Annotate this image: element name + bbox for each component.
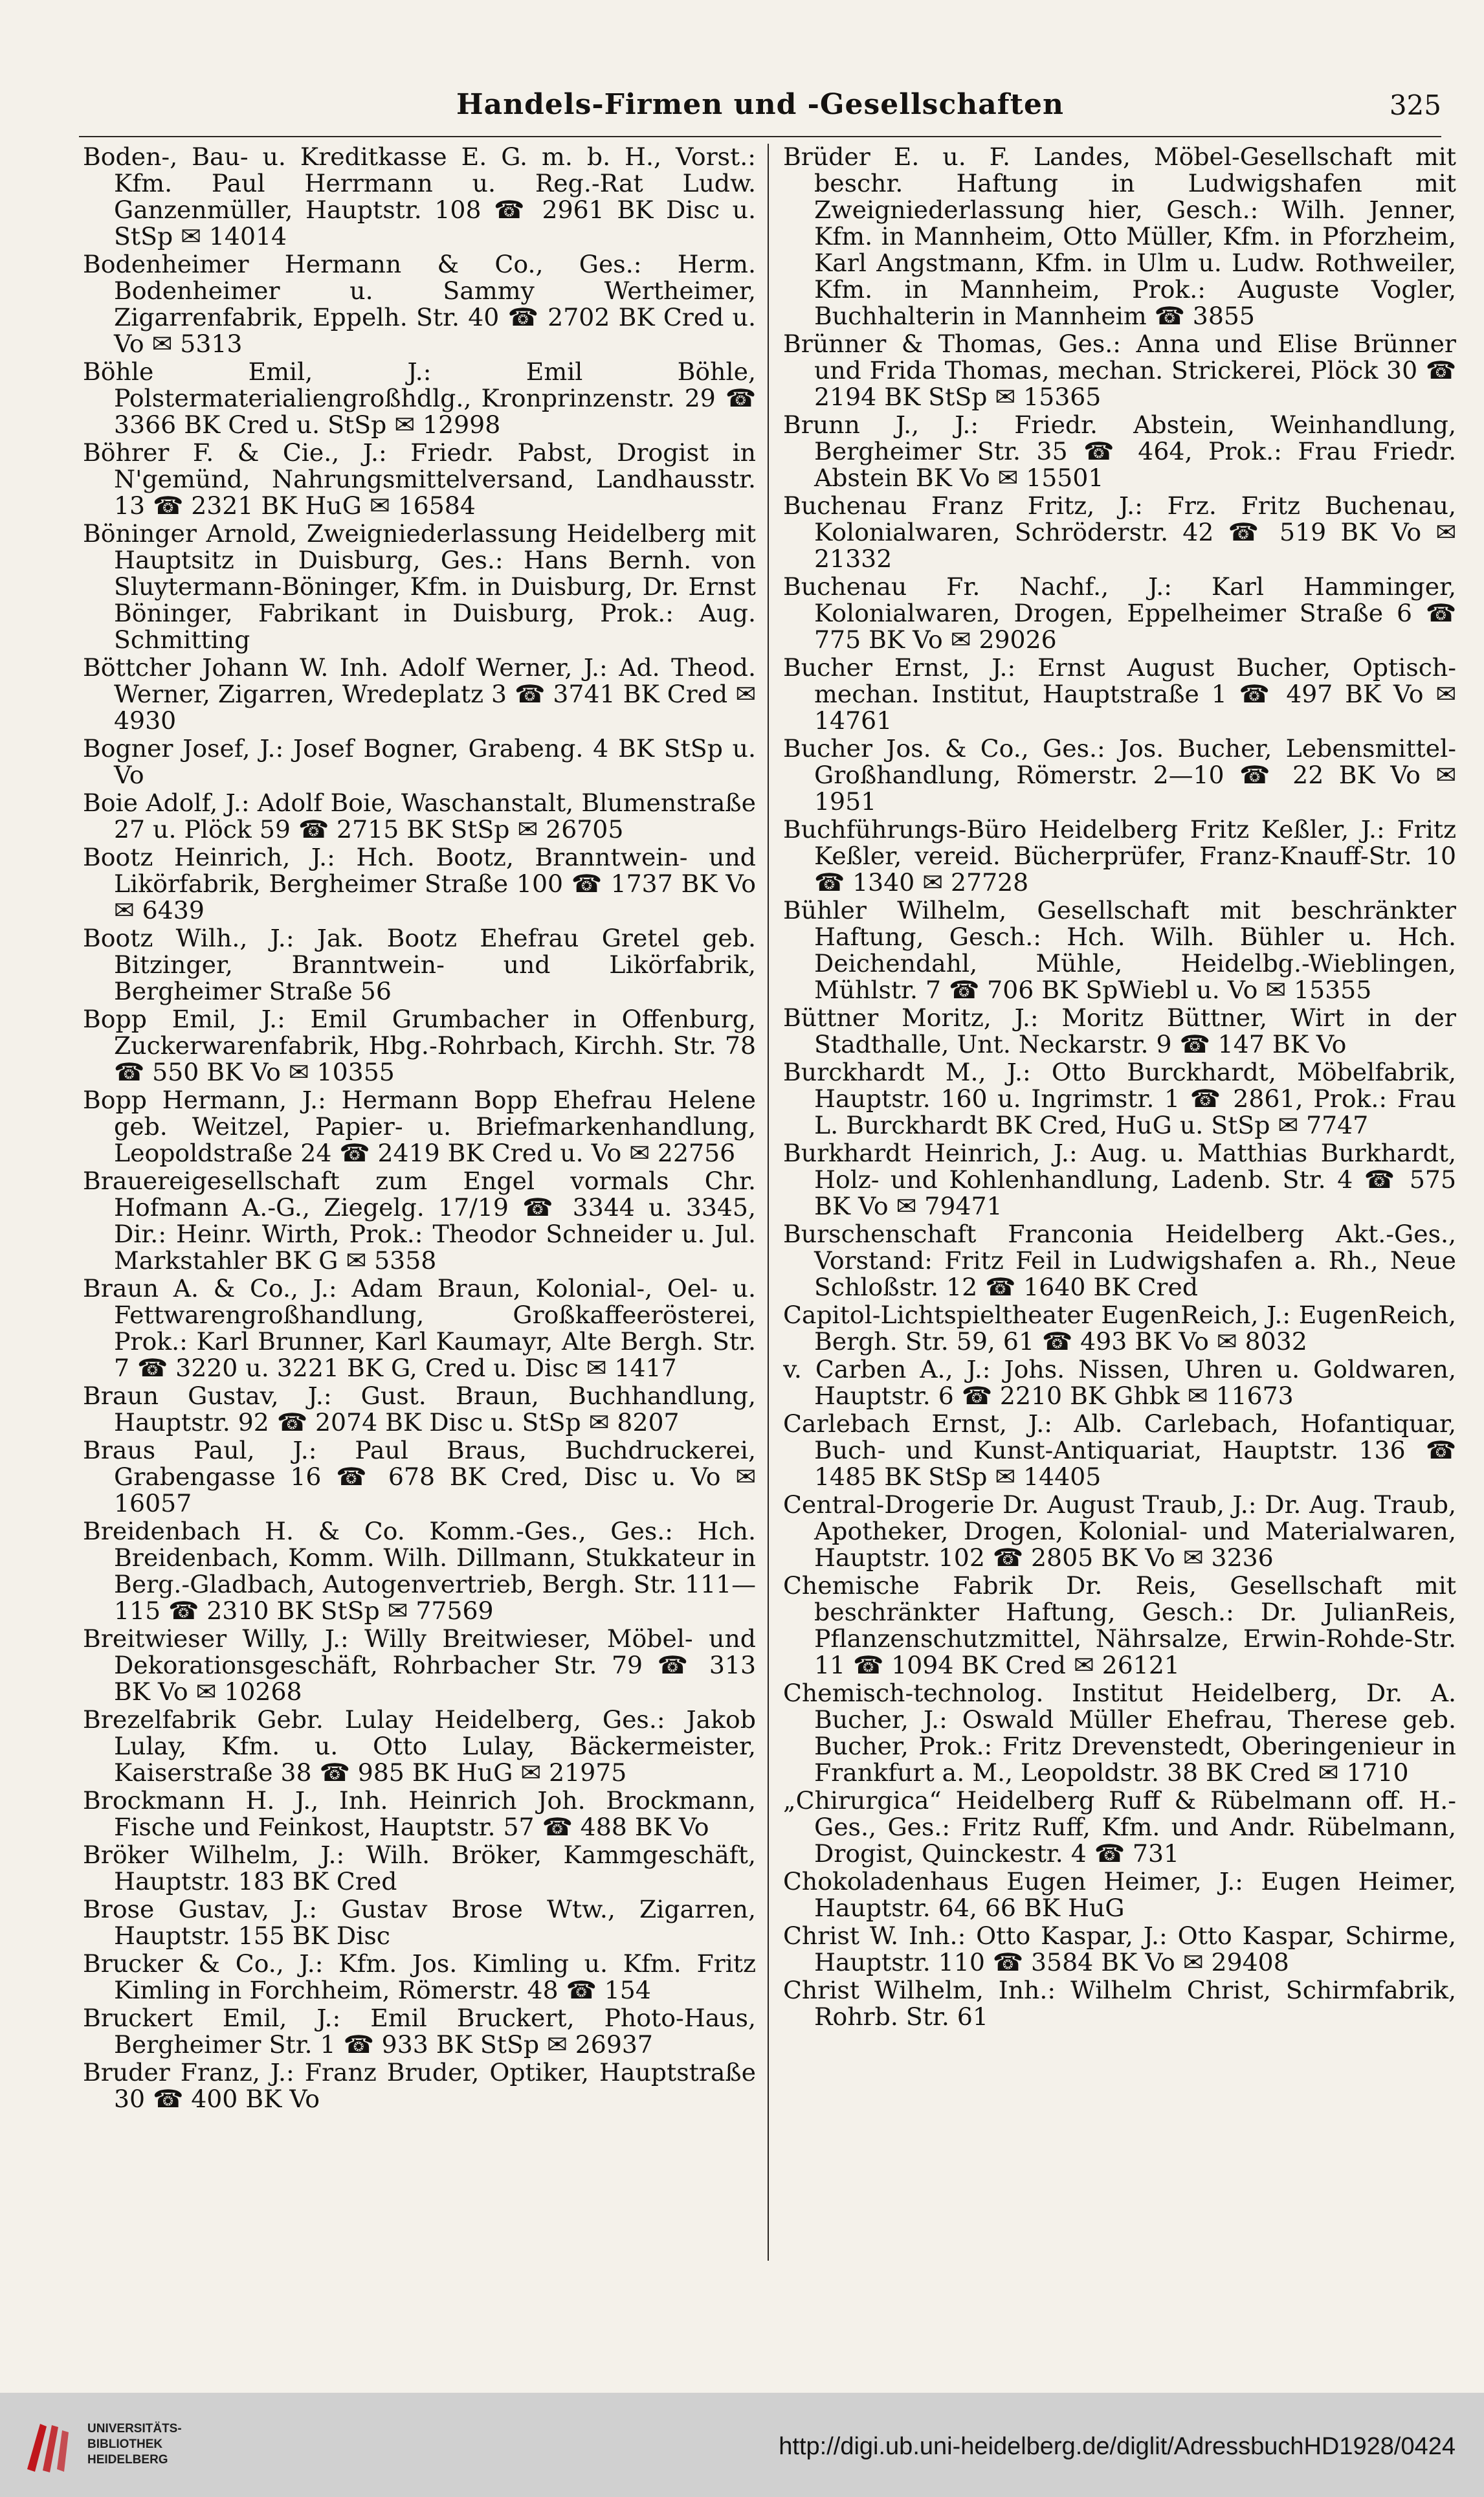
directory-entry: Bogner Josef, J.: Josef Bogner, Grabeng. 4 BK StSp u. Vo bbox=[83, 734, 756, 789]
directory-entry: Braun A. & Co., J.: Adam Braun, Kolonial-, Oel- u. Fettwarengroßhandlung, Großkaffeerösterei, Prok.: Karl Brunner, Karl Kaumayr, Alte Bergh. Str. 7 ☎ 3220 u. 3221 BK G, Cred u. Disc ✉ 1417 bbox=[83, 1274, 756, 1382]
directory-entry: Braun Gustav, J.: Gust. Braun, Buchhandlung, Hauptstr. 92 ☎ 2074 BK Disc u. StSp ✉ 8207 bbox=[83, 1382, 756, 1437]
directory-entry: Burkhardt Heinrich, J.: Aug. u. Matthias Burkhardt, Holz- und Kohlenhandlung, Ladenb. Str. 4 ☎ 575 BK Vo ✉ 79471 bbox=[783, 1139, 1456, 1220]
column-divider bbox=[768, 144, 769, 2261]
directory-entry: Bühler Wilhelm, Gesellschaft mit beschränkter Haftung, Gesch.: Hch. Wilh. Bühler u. Hch. Deichendahl, Mühle, Heidelbg.-Wieblingen, Mühlstr. 7 ☎ 706 BK SpWiebl u. Vo ✉ 15355 bbox=[783, 896, 1456, 1004]
library-name-line: BIBLIOTHEK bbox=[87, 2437, 163, 2451]
directory-entry: Bucher Jos. & Co., Ges.: Jos. Bucher, Lebensmittel-Großhandlung, Römerstr. 2—10 ☎ 22 BK Vo ✉ 1951 bbox=[783, 734, 1456, 816]
directory-entry: Buchenau Fr. Nachf., J.: Karl Hamminger, Kolonialwaren, Drogen, Eppelheimer Straße 6 ☎ 775 BK Vo ✉ 29026 bbox=[783, 572, 1456, 654]
directory-entry: Brauereigesellschaft zum Engel vormals Chr. Hofmann A.-G., Ziegelg. 17/19 ☎ 3344 u. 3345, Dir.: Heinr. Wirth, Prok.: Theodor Schneider u. Jul. Markstahler BK G ✉ 5358 bbox=[83, 1167, 756, 1275]
directory-entry: Bootz Wilh., J.: Jak. Bootz Ehefrau Gretel geb. Bitzinger, Branntwein- und Likörfabrik, Bergheimer Straße 56 bbox=[83, 924, 756, 1005]
directory-entry: Bucher Ernst, J.: Ernst August Bucher, Optisch-mechan. Institut, Hauptstraße 1 ☎ 497 BK Vo ✉ 14761 bbox=[783, 653, 1456, 735]
directory-entry: Burschenschaft Franconia Heidelberg Akt.-Ges., Vorstand: Fritz Feil in Ludwigshafen a. Rh., Neue Schloßstr. 12 ☎ 1640 BK Cred bbox=[783, 1220, 1456, 1301]
directory-entry: „Chirurgica“ Heidelberg Ruff & Rübelmann off. H.-Ges., Ges.: Fritz Ruff, Kfm. und Andr. Rübelmann, Drogist, Quinckestr. 4 ☎ 731 bbox=[783, 1786, 1456, 1868]
directory-entry: Böhle Emil, J.: Emil Böhle, Polstermaterialiengroßhdlg., Kronprinzenstr. 29 ☎ 3366 BK Cred u. StSp ✉ 12998 bbox=[83, 357, 756, 439]
directory-entry: Boden-, Bau- u. Kreditkasse E. G. m. b. H., Vorst.: Kfm. Paul Herrmann u. Reg.-Rat Ludw. Ganzenmüller, Hauptstr. 108 ☎ 2961 BK Disc u. StSp ✉ 14014 bbox=[83, 144, 756, 251]
directory-entry: Brucker & Co., J.: Kfm. Jos. Kimling u. Kfm. Fritz Kimling in Forchheim, Römerstr. 48 ☎ 154 bbox=[83, 1949, 756, 2004]
directory-entry: Brezelfabrik Gebr. Lulay Heidelberg, Ges.: Jakob Lulay, Kfm. u. Otto Lulay, Bäckermeister, Kaiserstraße 38 ☎ 985 BK HuG ✉ 21975 bbox=[83, 1705, 756, 1787]
directory-entry: Bruckert Emil, J.: Emil Bruckert, Photo-Haus, Bergheimer Str. 1 ☎ 933 BK StSp ✉ 26937 bbox=[83, 2004, 756, 2059]
page-header bbox=[79, 76, 1441, 137]
directory-entry: Bopp Emil, J.: Emil Grumbacher in Offenburg, Zuckerwarenfabrik, Hbg.-Rohrbach, Kirchh. Str. 78 ☎ 550 BK Vo ✉ 10355 bbox=[83, 1005, 756, 1086]
directory-entry: Brüder E. u. F. Landes, Möbel-Gesellschaft mit beschr. Haftung in Ludwigshafen mit Zweigniederlassung hier, Gesch.: Wilh. Jenner, Kfm. in Mannheim, Otto Müller, Kfm. in Pforzheim, Karl Angstmann, Kfm. in Ulm u. Ludw. Rothweiler, Kfm. in Mannheim, Prok.: Auguste Vogler, Buchhalterin in Mannheim ☎ 3855 bbox=[783, 144, 1456, 330]
library-name bbox=[87, 2421, 182, 2468]
directory-entry: Carlebach Ernst, J.: Alb. Carlebach, Hofantiquar, Buch- und Kunst-Antiquariat, Hauptstr. 136 ☎ 1485 BK StSp ✉ 14405 bbox=[783, 1409, 1456, 1491]
directory-entry: Brünner & Thomas, Ges.: Anna und Elise Brünner und Frida Thomas, mechan. Strickerei, Plöck 30 ☎ 2194 BK StSp ✉ 15365 bbox=[783, 330, 1456, 411]
directory-entry: Chemische Fabrik Dr. Reis, Gesellschaft mit beschränkter Haftung, Gesch.: Dr. JulianReis, Pflanzenschutzmittel, Nährsalze, Erwin-Rohde-Str. 11 ☎ 1094 BK Cred ✉ 26121 bbox=[783, 1571, 1456, 1679]
directory-entry: Breitwieser Willy, J.: Willy Breitwieser, Möbel- und Dekorationsgeschäft, Rohrbacher Str. 79 ☎ 313 BK Vo ✉ 10268 bbox=[83, 1624, 756, 1706]
directory-entry: Breidenbach H. & Co. Komm.-Ges., Ges.: Hch. Breidenbach, Komm. Wilh. Dillmann, Stukkateur in Berg.-Gladbach, Autogenvertrieb, Bergh. Str. 111—115 ☎ 2310 BK StSp ✉ 77569 bbox=[83, 1517, 756, 1625]
directory-entry: Braus Paul, J.: Paul Braus, Buchdruckerei, Grabengasse 16 ☎ 678 BK Cred, Disc u. Vo ✉ 16057 bbox=[83, 1436, 756, 1517]
directory-entry: Brunn J., J.: Friedr. Abstein, Weinhandlung, Bergheimer Str. 35 ☎ 464, Prok.: Frau Friedr. Abstein BK Vo ✉ 15501 bbox=[783, 410, 1456, 492]
right-column bbox=[783, 144, 1456, 2261]
source-url-link[interactable]: http://digi.ub.uni-heidelberg.de/diglit/AdressbuchHD1928/0424 bbox=[779, 2433, 1456, 2460]
page-number: 325 bbox=[1389, 89, 1441, 121]
viewer-footer bbox=[0, 2393, 1484, 2497]
directory-entry: Böttcher Johann W. Inh. Adolf Werner, J.: Ad. Theod. Werner, Zigarren, Wredeplatz 3 ☎ 3741 BK Cred ✉ 4930 bbox=[83, 653, 756, 735]
directory-entry: Bopp Hermann, J.: Hermann Bopp Ehefrau Helene geb. Weitzel, Papier- u. Briefmarkenhandlung, Leopoldstraße 24 ☎ 2419 BK Cred u. Vo ✉ 22756 bbox=[83, 1086, 756, 1167]
directory-entry: Buchenau Franz Fritz, J.: Frz. Fritz Buchenau, Kolonialwaren, Schröderstr. 42 ☎ 519 BK Vo ✉ 21332 bbox=[783, 491, 1456, 573]
directory-entry: Büttner Moritz, J.: Moritz Büttner, Wirt in der Stadthalle, Unt. Neckarstr. 9 ☎ 147 BK Vo bbox=[783, 1003, 1456, 1058]
directory-entry: Capitol-Lichtspieltheater EugenReich, J.: EugenReich, Bergh. Str. 59, 61 ☎ 493 BK Vo ✉ 8032 bbox=[783, 1301, 1456, 1356]
directory-entry: Bodenheimer Hermann & Co., Ges.: Herm. Bodenheimer u. Sammy Wertheimer, Zigarrenfabrik, Eppelh. Str. 40 ☎ 2702 BK Cred u. Vo ✉ 5313 bbox=[83, 250, 756, 358]
directory-entry: Brose Gustav, J.: Gustav Brose Wtw., Zigarren, Hauptstr. 155 BK Disc bbox=[83, 1895, 756, 1950]
directory-entry: Boie Adolf, J.: Adolf Boie, Waschanstalt, Blumenstraße 27 u. Plöck 59 ☎ 2715 BK StSp ✉ 26705 bbox=[83, 789, 756, 844]
directory-entry: Christ W. Inh.: Otto Kaspar, J.: Otto Kaspar, Schirme, Hauptstr. 110 ☎ 3584 BK Vo ✉ 29408 bbox=[783, 1921, 1456, 1976]
left-column bbox=[83, 144, 756, 2261]
directory-entry: Chemisch-technolog. Institut Heidelberg, Dr. A. Bucher, J.: Oswald Müller Ehefrau, Therese geb. Bucher, Prok.: Fritz Drevenstedt, Oberingenieur in Frankfurt a. M., Leopoldstr. 38 BK Cred ✉ 1710 bbox=[783, 1679, 1456, 1787]
directory-entry: Brockmann H. J., Inh. Heinrich Joh. Brockmann, Fische und Feinkost, Hauptstr. 57 ☎ 488 BK Vo bbox=[83, 1786, 756, 1841]
directory-entry: Bruder Franz, J.: Franz Bruder, Optiker, Hauptstraße 30 ☎ 400 BK Vo bbox=[83, 2058, 756, 2113]
directory-entry: Böhrer F. & Cie., J.: Friedr. Pabst, Drogist in N'gemünd, Nahrungsmittelversand, Landhausstr. 13 ☎ 2321 BK HuG ✉ 16584 bbox=[83, 438, 756, 520]
directory-entry: Burckhardt M., J.: Otto Burckhardt, Möbelfabrik, Hauptstr. 160 u. Ingrimstr. 1 ☎ 2861, Prok.: Frau L. Burckhardt BK Cred, HuG u. StSp ✉ 7747 bbox=[783, 1058, 1456, 1139]
directory-entry: Bröker Wilhelm, J.: Wilh. Bröker, Kammgeschäft, Hauptstr. 183 BK Cred bbox=[83, 1841, 756, 1896]
directory-entry: Buchführungs-Büro Heidelberg Fritz Keßler, J.: Fritz Keßler, vereid. Bücherprüfer, Franz-Knauff-Str. 10 ☎ 1340 ✉ 27728 bbox=[783, 815, 1456, 897]
library-name-line: UNIVERSITÄTS- bbox=[87, 2422, 182, 2435]
directory-entry: Central-Drogerie Dr. August Traub, J.: Dr. Aug. Traub, Apotheker, Drogen, Kolonial- und Materialwaren, Hauptstr. 102 ☎ 2805 BK Vo ✉ 3236 bbox=[783, 1490, 1456, 1572]
directory-entry: Chokoladenhaus Eugen Heimer, J.: Eugen Heimer, Hauptstr. 64, 66 BK HuG bbox=[783, 1867, 1456, 1922]
university-library-logo bbox=[14, 2411, 85, 2482]
directory-entry: Böninger Arnold, Zweigniederlassung Heidelberg mit Hauptsitz in Duisburg, Ges.: Hans Bernh. von Sluytermann-Böninger, Kfm. in Duisburg, Dr. Ernst Böninger, Fabrikant in Duisburg, Prok.: Aug. Schmitting bbox=[83, 519, 756, 654]
directory-entry: v. Carben A., J.: Johs. Nissen, Uhren u. Goldwaren, Hauptstr. 6 ☎ 2210 BK Ghbk ✉ 11673 bbox=[783, 1355, 1456, 1410]
page-title: Handels-Firmen und -Gesellschaften bbox=[456, 88, 1064, 121]
library-name-line: HEIDELBERG bbox=[87, 2453, 168, 2467]
directory-entry: Christ Wilhelm, Inh.: Wilhelm Christ, Schirmfabrik, Rohrb. Str. 61 bbox=[783, 1976, 1456, 2031]
directory-entry: Bootz Heinrich, J.: Hch. Bootz, Branntwein- und Likörfabrik, Bergheimer Straße 100 ☎ 1737 BK Vo ✉ 6439 bbox=[83, 843, 756, 924]
